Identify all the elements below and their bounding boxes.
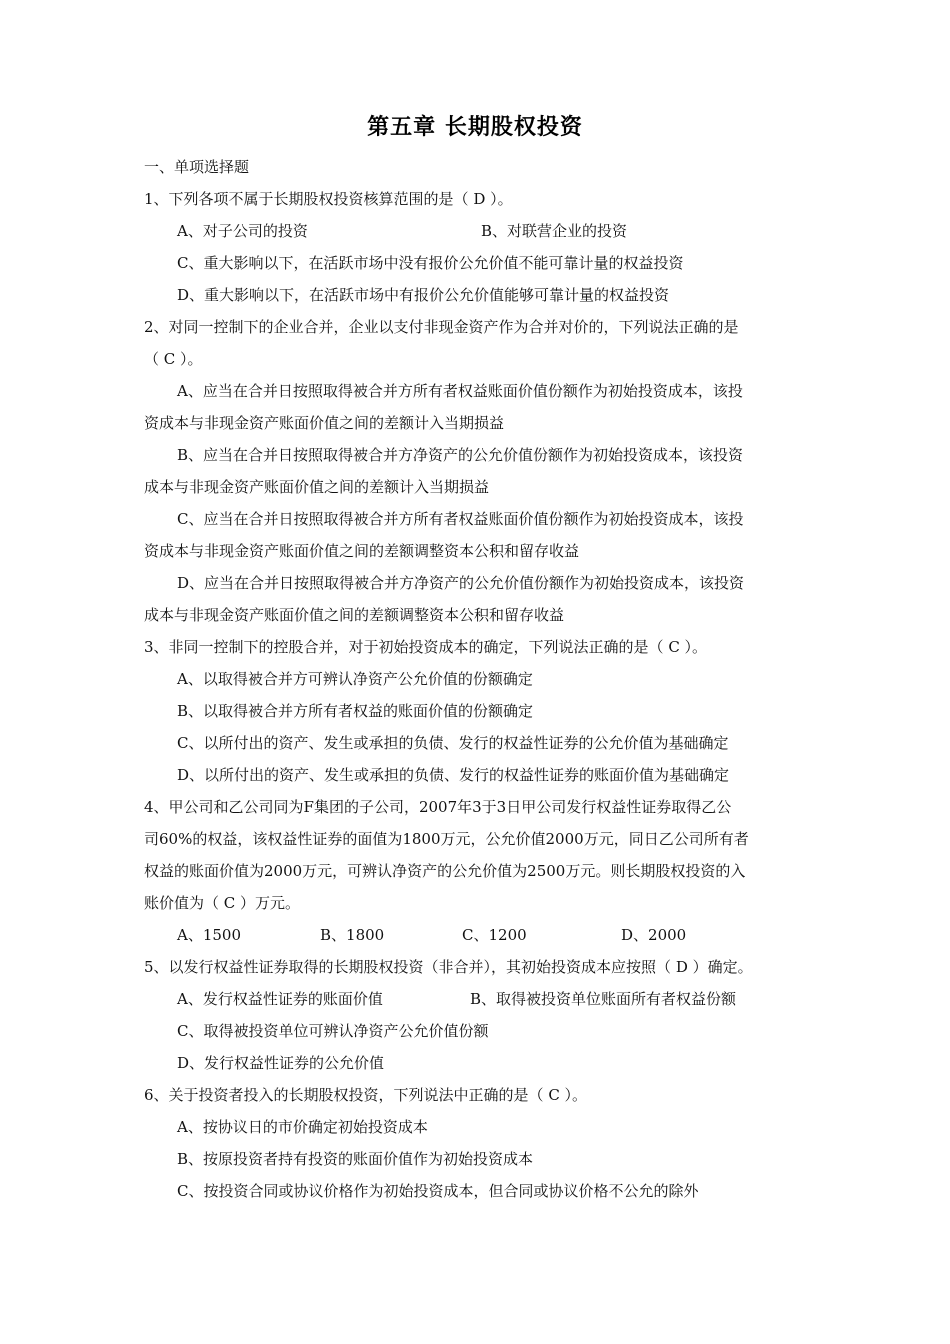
q3-option-c: C、以所付出的资产、发生或承担的负债、发行的权益性证券的公允价值为基础确定 bbox=[177, 734, 729, 752]
q4-option-c: C、1200 bbox=[462, 926, 527, 944]
q2-stem-line1: 2、对同一控制下的企业合并，企业以支付非现金资产作为合并对价的，下列说法正确的是 bbox=[144, 318, 739, 336]
q1-stem: 1、下列各项不属于长期股权投资核算范围的是（ D ）。 bbox=[144, 190, 513, 208]
q1-option-c: C、重大影响以下，在活跃市场中没有报价公允价值不能可靠计量的权益投资 bbox=[177, 254, 684, 272]
q2-option-c-line1: C、应当在合并日按照取得被合并方所有者权益账面价值份额作为初始投资成本，该投 bbox=[177, 510, 744, 528]
q2-option-b-line1: B、应当在合并日按照取得被合并方净资产的公允价值份额作为初始投资成本，该投资 bbox=[177, 446, 744, 464]
q4-option-a: A、1500 bbox=[177, 926, 242, 944]
q4-stem-line3: 权益的账面价值为2000万元，可辨认净资产的公允价值为2500万元。则长期股权投资的入 bbox=[144, 862, 746, 880]
q1-option-a: A、对子公司的投资 bbox=[177, 222, 308, 240]
q3-option-d: D、以所付出的资产、发生或承担的负债、发行的权益性证券的账面价值为基础确定 bbox=[177, 766, 730, 784]
q6-option-b: B、按原投资者持有投资的账面价值作为初始投资成本 bbox=[177, 1150, 534, 1168]
q3-option-a: A、以取得被合并方可辨认净资产公允价值的份额确定 bbox=[177, 670, 533, 688]
q6-option-c: C、按投资合同或协议价格作为初始投资成本，但合同或协议价格不公允的除外 bbox=[177, 1182, 699, 1200]
q4-stem-line4: 账价值为（ C ）万元。 bbox=[144, 894, 301, 912]
q5-option-a: A、发行权益性证券的账面价值 bbox=[177, 990, 383, 1008]
section-heading: 一、单项选择题 bbox=[144, 158, 250, 176]
q3-stem: 3、非同一控制下的控股合并，对于初始投资成本的确定，下列说法正确的是（ C ）。 bbox=[144, 638, 708, 656]
q2-stem-line2: （ C ）。 bbox=[144, 350, 203, 368]
q4-option-d: D、2000 bbox=[621, 926, 687, 944]
q2-option-a-line1: A、应当在合并日按照取得被合并方所有者权益账面价值份额作为初始投资成本，该投 bbox=[177, 382, 743, 400]
q2-option-b-line2: 成本与非现金资产账面价值之间的差额计入当期损益 bbox=[144, 478, 490, 496]
q2-option-d-line1: D、应当在合并日按照取得被合并方净资产的公允价值份额作为初始投资成本，该投资 bbox=[177, 574, 745, 592]
q5-option-d: D、发行权益性证券的公允价值 bbox=[177, 1054, 385, 1072]
q5-stem: 5、以发行权益性证券取得的长期股权投资（非合并），其初始投资成本应按照（ D ）确定。 bbox=[144, 958, 753, 976]
q4-stem-line2: 司60%的权益，该权益性证券的面值为1800万元，公允价值2000万元，同日乙公司所有者 bbox=[144, 830, 749, 848]
q6-option-a: A、按协议日的市价确定初始投资成本 bbox=[177, 1118, 428, 1136]
q5-option-b: B、取得被投资单位账面所有者权益份额 bbox=[470, 990, 737, 1008]
q2-option-a-line2: 资成本与非现金资产账面价值之间的差额计入当期损益 bbox=[144, 414, 505, 432]
q5-option-c: C、取得被投资单位可辨认净资产公允价值份额 bbox=[177, 1022, 489, 1040]
q4-stem-line1: 4、甲公司和乙公司同为F集团的子公司，2007年3于3日甲公司发行权益性证券取得乙公 bbox=[144, 798, 732, 816]
q1-option-d: D、重大影响以下，在活跃市场中有报价公允价值能够可靠计量的权益投资 bbox=[177, 286, 670, 304]
q4-option-b: B、1800 bbox=[320, 926, 385, 944]
q6-stem: 6、关于投资者投入的长期股权投资，下列说法中正确的是（ C ）。 bbox=[144, 1086, 588, 1104]
q2-option-c-line2: 资成本与非现金资产账面价值之间的差额调整资本公积和留存收益 bbox=[144, 542, 580, 560]
chapter-title: 第五章 长期股权投资 bbox=[367, 115, 583, 140]
q1-option-b: B、对联营企业的投资 bbox=[481, 222, 628, 240]
q2-option-d-line2: 成本与非现金资产账面价值之间的差额调整资本公积和留存收益 bbox=[144, 606, 565, 624]
q3-option-b: B、以取得被合并方所有者权益的账面价值的份额确定 bbox=[177, 702, 534, 720]
